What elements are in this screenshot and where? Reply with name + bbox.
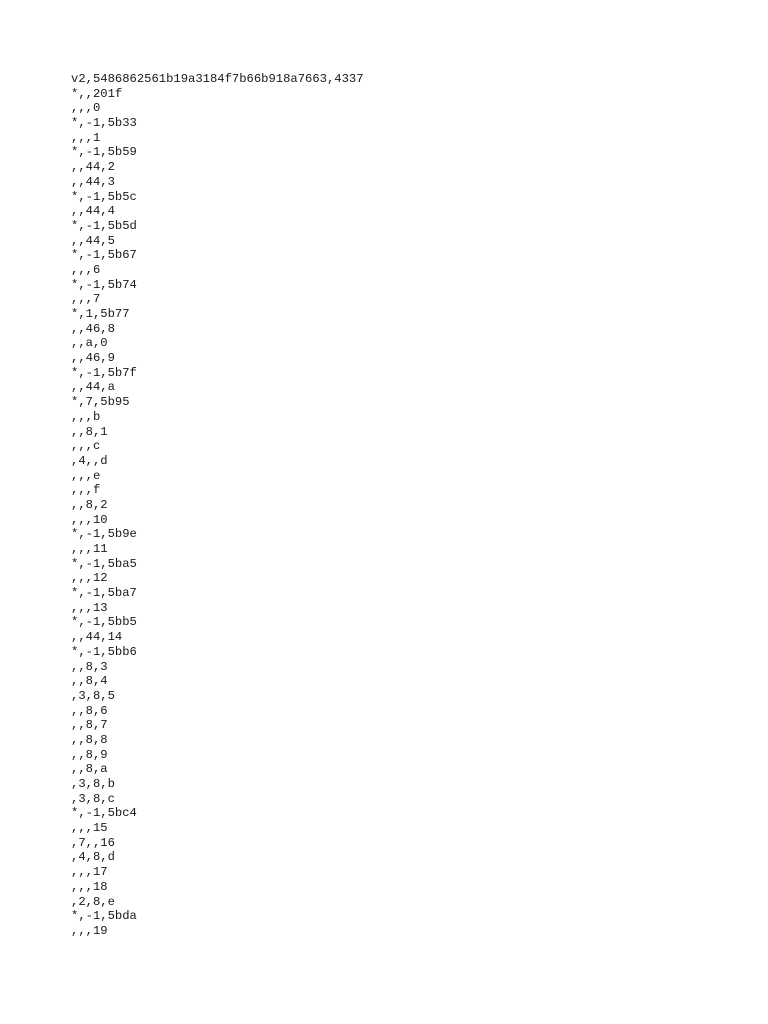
document-line: ,,44,4 xyxy=(71,204,115,219)
document-line: ,,,17 xyxy=(71,865,108,880)
document-line: ,,8,9 xyxy=(71,747,108,762)
document-line: ,3,8,b xyxy=(71,777,115,791)
document-line: ,,44,2 xyxy=(71,160,115,175)
document-line: ,,,13 xyxy=(71,600,108,615)
document-line: *,-1,5bda xyxy=(71,909,137,924)
document-line: *,-1,5b74 xyxy=(71,277,137,292)
document-line: *,-1,5b5c xyxy=(71,189,137,204)
document-line: v2,5486862561b19a3184f7b66b918a7663,4337 xyxy=(71,72,364,86)
document-line: ,,8,1 xyxy=(71,424,108,439)
document-line: ,,8,7 xyxy=(71,718,108,733)
document-line: ,2,8,e xyxy=(71,894,115,909)
document-line: ,4,8,d xyxy=(71,850,115,865)
document-line: *,1,5b77 xyxy=(71,307,130,321)
document-line: ,,46,8 xyxy=(71,321,115,336)
document-line: ,,8,6 xyxy=(71,703,108,718)
document-line: ,,,15 xyxy=(71,821,108,836)
document-line: ,,8,4 xyxy=(71,674,108,689)
document-line: ,4,,d xyxy=(71,453,108,468)
document-line: ,,,b xyxy=(71,409,101,424)
document-line: *,7,5b95 xyxy=(71,395,130,410)
document-line: *,-1,5b9e xyxy=(71,527,137,542)
document-line: ,,,e xyxy=(71,468,101,483)
document-text xyxy=(71,72,364,939)
document-line: ,,,18 xyxy=(71,879,108,894)
document-line: ,,44,5 xyxy=(71,233,115,248)
document-line: ,,,6 xyxy=(71,262,101,277)
document-line: ,,,f xyxy=(71,483,101,498)
document-line: *,-1,5bc4 xyxy=(71,806,137,821)
document-line: *,,201f xyxy=(71,86,123,101)
document-line: ,,44,14 xyxy=(71,630,123,645)
document-line: ,3,8,5 xyxy=(71,688,115,703)
document-line: ,,,19 xyxy=(71,923,108,938)
document-line: ,7,,16 xyxy=(71,835,115,850)
document-line: ,,,1 xyxy=(71,130,101,145)
document-line: ,,8,2 xyxy=(71,497,108,512)
document-line: *,-1,5ba5 xyxy=(71,556,137,571)
document-line: ,,44,a xyxy=(71,380,115,395)
document-line: *,-1,5bb6 xyxy=(71,644,137,659)
document-line: *,-1,5b5d xyxy=(71,218,137,233)
document-line: ,,,12 xyxy=(71,571,108,586)
document-line: ,,,11 xyxy=(71,542,108,556)
document-line: ,,a,0 xyxy=(71,336,108,351)
document-line: *,-1,5ba7 xyxy=(71,586,137,601)
document-line: ,,8,3 xyxy=(71,659,108,674)
document-line: ,,,7 xyxy=(71,292,101,307)
document-line: ,,,c xyxy=(71,439,101,454)
document-line: *,-1,5b33 xyxy=(71,116,137,131)
document-line: *,-1,5b7f xyxy=(71,365,137,380)
document-line: ,,46,9 xyxy=(71,351,115,366)
document-line: ,,44,3 xyxy=(71,174,115,189)
document-line: *,-1,5bb5 xyxy=(71,615,137,630)
document-line: ,,,10 xyxy=(71,512,108,527)
document-line: ,,8,8 xyxy=(71,732,108,747)
document-line: *,-1,5b59 xyxy=(71,145,137,160)
document-line: *,-1,5b67 xyxy=(71,248,137,263)
document-line: ,,8,a xyxy=(71,762,108,777)
document-line: ,3,8,c xyxy=(71,791,115,806)
document-line: ,,,0 xyxy=(71,101,101,116)
